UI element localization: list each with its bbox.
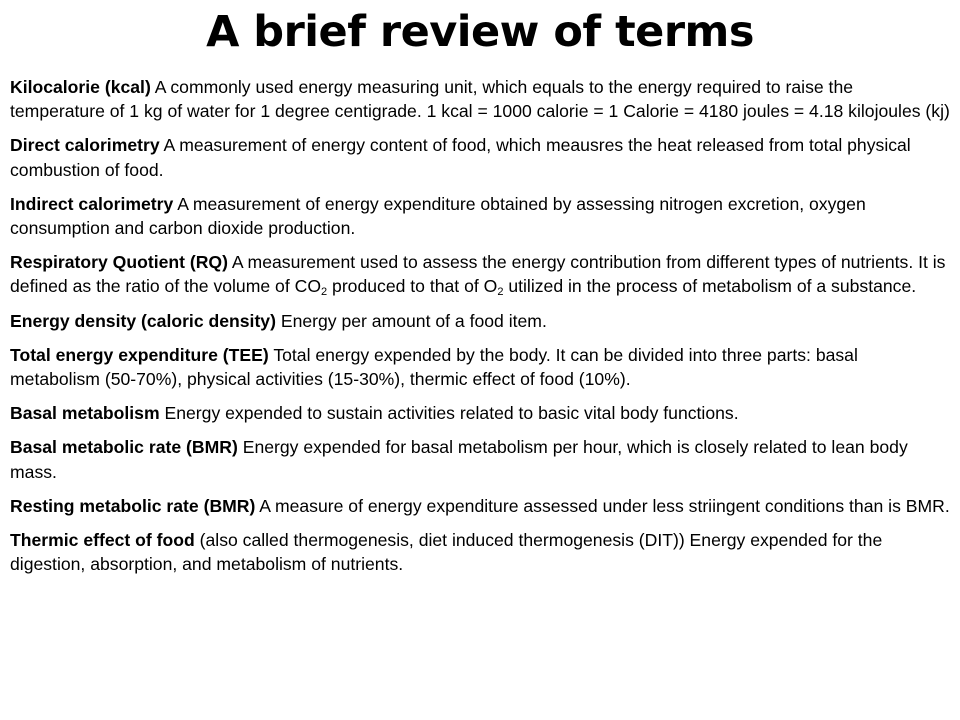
term-definition: A measurement of energy expenditure obtained by assessing nitrogen excretion, oxygen consumption and carbon dioxide production.: [10, 193, 866, 239]
term-kilocalorie: [10, 75, 950, 123]
term-definition: A measure of energy expenditure assessed under less striingent conditions than is BMR.: [259, 495, 950, 516]
term-definition: (also called thermogenesis, diet induced thermogenesis (DIT)) Energy expended for the digestion, absorption, and metabolism of nutrients.: [10, 530, 883, 575]
term-thermic-effect-of-food: [10, 528, 950, 576]
term-name: Respiratory Quotient (RQ): [10, 252, 228, 273]
term-name: Resting metabolic rate (BMR): [10, 495, 256, 516]
term-definition: A measurement of energy content of food, which meausres the heat released from total physical combustion of food.: [10, 135, 911, 180]
terms-list: [10, 75, 950, 586]
term-name: Basal metabolism: [10, 403, 160, 424]
definition-text: A measurement used to assess the energy contribution from different types of nutrients. It is defined as the ratio of the volume of CO: [10, 252, 946, 297]
term-energy-density: [10, 309, 950, 333]
term-basal-metabolic-rate: [10, 435, 950, 483]
term-direct-calorimetry: [10, 133, 950, 181]
definition-text: utilized in the process of metabolism of a substance.: [503, 276, 917, 297]
term-name: Indirect calorimetry: [10, 193, 174, 214]
term-name: Kilocalorie (kcal): [10, 77, 151, 97]
term-definition: Energy expended to sustain activities related to basic vital body functions.: [164, 403, 739, 424]
term-name: Basal metabolic rate (BMR): [10, 437, 238, 458]
definition-text: produced to that of O: [327, 276, 498, 297]
term-respiratory-quotient: [10, 250, 950, 298]
term-resting-metabolic-rate: [10, 494, 950, 518]
term-name: Total energy expenditure (TEE): [10, 344, 269, 365]
term-definition: A commonly used energy measuring unit, which equals to the energy required to raise the temperature of 1 kg of water for 1 degree centigrade. 1 kcal = 1000 calorie = 1 Calorie = 4180 joules = 4.18 kilojoules (kj): [10, 77, 950, 122]
term-definition: Energy per amount of a food item.: [280, 310, 547, 331]
term-total-energy-expenditure: [10, 343, 950, 391]
slide-title: A brief review of terms: [206, 7, 754, 57]
term-name: Energy density (caloric density): [10, 310, 276, 331]
term-definition: Total energy expended by the body. It can be divided into three parts: basal metabolism (50-70%), physical activities (15-30%), thermic effect of food (10%).: [10, 344, 858, 390]
term-name: Thermic effect of food: [10, 530, 195, 551]
subscript: 2: [321, 286, 328, 299]
term-indirect-calorimetry: [10, 192, 950, 240]
term-basal-metabolism: [10, 401, 950, 425]
term-definition: Energy expended for basal metabolism per hour, which is closely related to lean body mass.: [10, 437, 908, 482]
term-name: Direct calorimetry: [10, 135, 160, 156]
subscript: 2: [497, 286, 504, 299]
